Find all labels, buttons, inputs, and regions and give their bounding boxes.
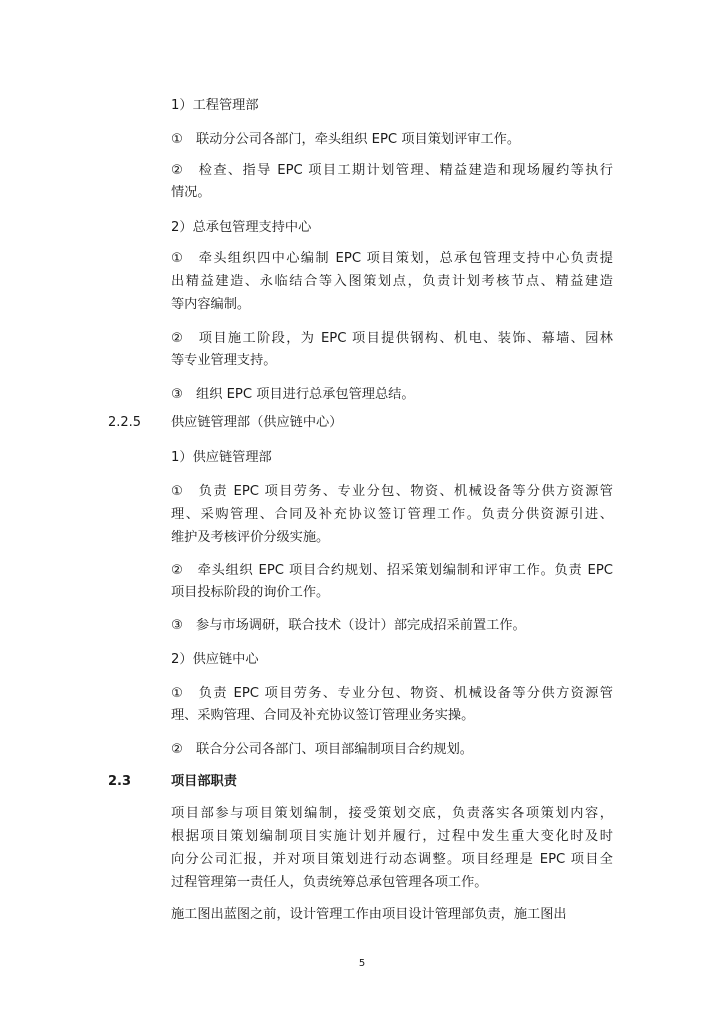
paragraph-line: 根据项目策划编制项目实施计划并履行，过程中发生重大变化时及时 xyxy=(171,829,613,844)
paragraph-line: 向分公司汇报，并对项目策划进行动态调整。项目经理是 EPC 项目全 xyxy=(171,852,613,867)
paragraph-line: 情况。 xyxy=(171,185,211,200)
paragraph-line: ② 项目施工阶段，为 EPC 项目提供钢构、机电、装饰、幕墙、园林 xyxy=(171,331,613,346)
paragraph-line: 出精益建造、永临结合等入图策划点，负责计划考核节点、精益建造 xyxy=(171,274,613,289)
paragraph-line: 项目投标阶段的询价工作。 xyxy=(171,585,330,600)
section-number: 2.3 xyxy=(108,774,132,789)
paragraph-line: 等专业管理支持。 xyxy=(171,353,277,368)
paragraph-line: ① 联动分公司各部门，牵头组织 EPC 项目策划评审工作。 xyxy=(171,132,521,147)
section-heading: 项目部职责 xyxy=(171,774,237,789)
paragraph-line: 理、采购管理、合同及补充协议签订管理工作。负责分供资源引进、 xyxy=(171,507,613,522)
paragraph-line: 过程管理第一责任人，负责统筹总承包管理各项工作。 xyxy=(171,875,488,890)
subsection-title: 1）工程管理部 xyxy=(171,98,259,113)
subsection-title: 1）供应链管理部 xyxy=(171,450,272,465)
paragraph-line: ② 检查、指导 EPC 项目工期计划管理、精益建造和现场履约等执行 xyxy=(171,163,613,178)
paragraph-line: ① 牵头组织四中心编制 EPC 项目策划，总承包管理支持中心负责提 xyxy=(171,251,613,266)
paragraph-line: ③ 参与市场调研，联合技术（设计）部完成招采前置工作。 xyxy=(171,618,526,633)
paragraph-line: 理、采购管理、合同及补充协议签订管理业务实操。 xyxy=(171,708,475,723)
subsection-title: 2）总承包管理支持中心 xyxy=(171,220,312,235)
section-heading: 供应链管理部（供应链中心） xyxy=(171,415,343,430)
page-number: 5 xyxy=(358,958,366,969)
paragraph-line: ① 负责 EPC 项目劳务、专业分包、物资、机械设备等分供方资源管 xyxy=(171,686,613,701)
paragraph-line: 等内容编制。 xyxy=(171,297,251,312)
paragraph-line: 项目部参与项目策划编制，接受策划交底，负责落实各项策划内容， xyxy=(171,806,613,821)
paragraph-line: ① 负责 EPC 项目劳务、专业分包、物资、机械设备等分供方资源管 xyxy=(171,484,613,499)
paragraph-line: ② 牵头组织 EPC 项目合约规划、招采策划编制和评审工作。负责 EPC xyxy=(171,563,613,578)
section-number: 2.2.5 xyxy=(108,415,142,430)
paragraph-line: 维护及考核评价分级实施。 xyxy=(171,530,330,545)
subsection-title: 2）供应链中心 xyxy=(171,652,259,667)
paragraph-line: ② 联合分公司各部门、项目部编制项目合约规划。 xyxy=(171,742,473,757)
paragraph-line: ③ 组织 EPC 项目进行总承包管理总结。 xyxy=(171,387,415,402)
paragraph-line: 施工图出蓝图之前，设计管理工作由项目设计管理部负责，施工图出 xyxy=(171,907,567,922)
